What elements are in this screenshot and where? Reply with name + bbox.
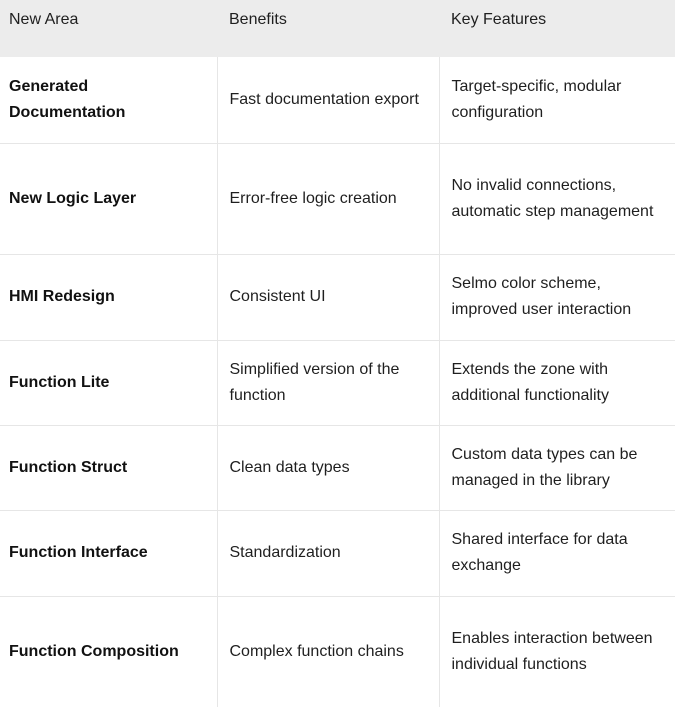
table-row <box>0 510 675 596</box>
table-row <box>0 340 675 425</box>
features-cell: Enables interaction between individual functions <box>439 596 675 707</box>
table-row <box>0 143 675 254</box>
area-cell: HMI Redesign <box>0 254 217 340</box>
table-row <box>0 425 675 510</box>
area-cell: Function Interface <box>0 510 217 596</box>
features-cell: Shared interface for data exchange <box>439 510 675 596</box>
benefit-cell: Simplified version of the function <box>217 340 439 425</box>
features-cell: No invalid connections, automatic step management <box>439 143 675 254</box>
area-cell: Function Composition <box>9 642 179 660</box>
header-row <box>0 0 675 57</box>
area-cell: Function Struct <box>0 425 217 510</box>
table-header <box>0 0 675 57</box>
header-key-features: Key Features <box>451 11 547 28</box>
header-benefits: Benefits <box>229 11 287 28</box>
benefit-cell: Clean data types <box>217 425 439 510</box>
benefit-cell: Standardization <box>217 510 439 596</box>
benefit-cell: Error-free logic creation <box>217 143 439 254</box>
benefit-cell: Consistent UI <box>217 254 439 340</box>
table-row <box>0 57 675 143</box>
area-cell: Function Lite <box>0 340 217 425</box>
features-cell: Selmo color scheme, improved user interaction <box>439 254 675 340</box>
features-cell: Target-specific, modular configuration <box>439 57 675 143</box>
area-cell: New Logic Layer <box>0 143 217 254</box>
table-row <box>0 254 675 340</box>
benefit-cell: Fast documentation export <box>217 57 439 143</box>
table-body <box>0 57 675 707</box>
benefit-cell: Complex function chains <box>217 596 439 707</box>
table-row <box>0 596 675 707</box>
header-new-area: New Area <box>9 11 79 28</box>
features-cell: Custom data types can be managed in the library <box>439 425 675 510</box>
area-cell: Generated Documentation <box>0 57 217 143</box>
features-cell: Extends the zone with additional functionality <box>439 340 675 425</box>
